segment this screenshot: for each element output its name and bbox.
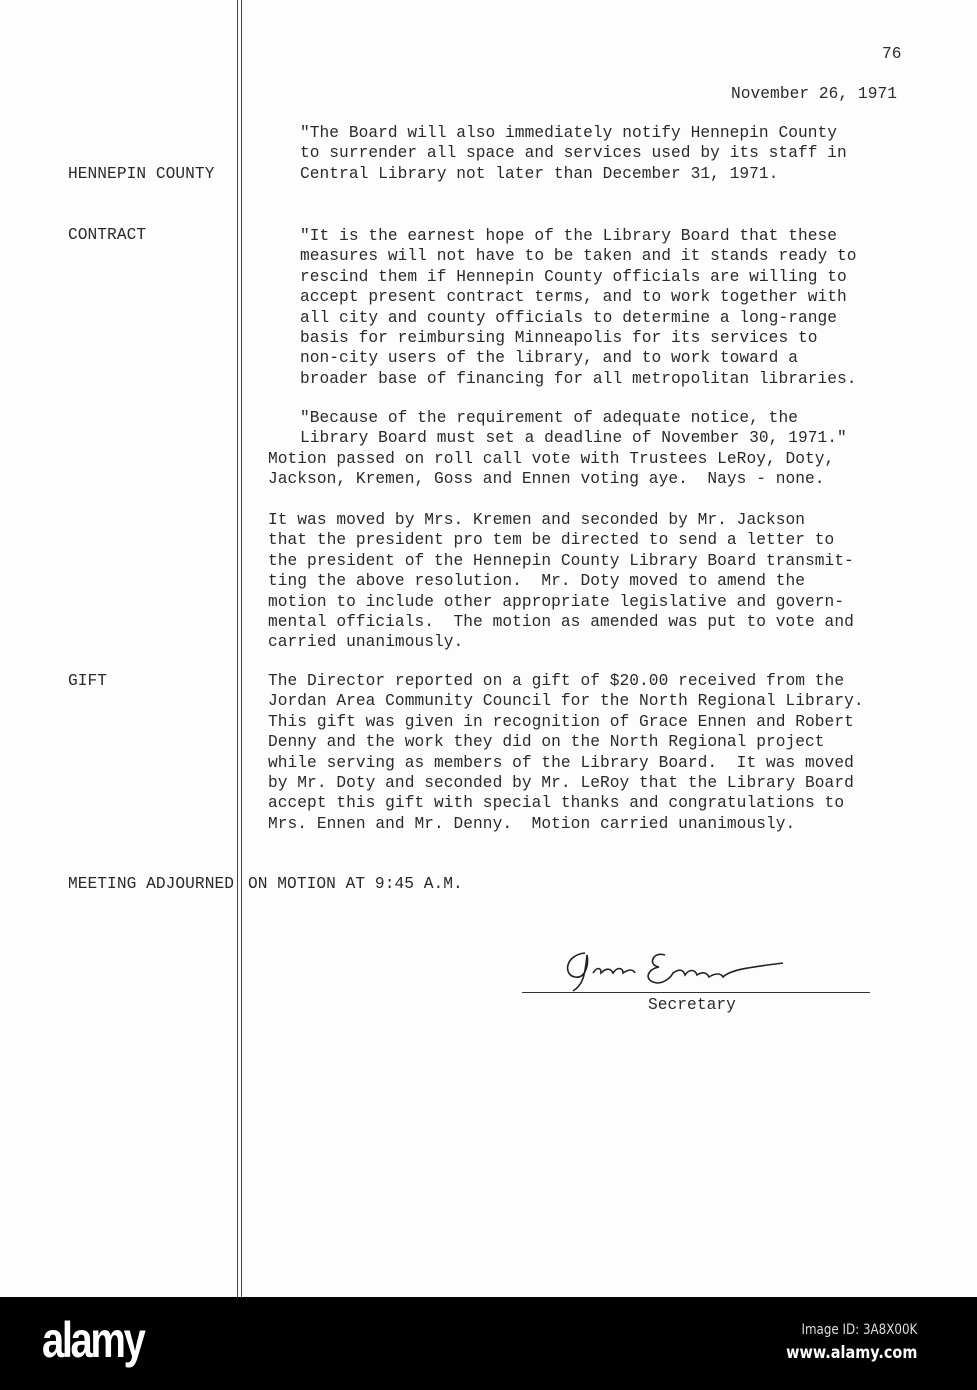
text-line: while serving as members of the Library Board. It was moved	[268, 753, 854, 772]
text-line: the president of the Hennepin County Library Board transmit-	[268, 551, 854, 570]
watermark-bar	[0, 1297, 977, 1390]
text-line: This gift was given in recognition of Grace Ennen and Robert	[268, 712, 854, 731]
text-line: that the president pro tem be directed to send a letter to	[268, 531, 835, 550]
text-line: Motion passed on roll call vote with Trustees LeRoy, Doty,	[268, 450, 835, 468]
alamy-logo: alamy	[42, 1312, 144, 1368]
text-line: motion to include other appropriate legislative and govern-	[268, 592, 845, 611]
meeting-date: November 26, 1971	[731, 85, 897, 103]
paragraph-motion-passed	[268, 449, 834, 490]
text-line: Denny and the work they did on the North Regional project	[268, 733, 825, 752]
text-line: to surrender all space and services used by its staff in	[300, 144, 847, 163]
image-id: Image ID: 3A8X00K	[801, 1322, 917, 1338]
text-line: Jordan Area Community Council for the North Regional Library.	[268, 692, 864, 711]
label-line: HENNEPIN COUNTY	[68, 164, 215, 183]
text-line: Central Library not later than December 31, 1971.	[300, 164, 779, 183]
text-line: accept this gift with special thanks and congratulations to	[268, 794, 845, 813]
text-line: accept present contract terms, and to work together with	[300, 288, 847, 307]
text-line: all city and county officials to determine a long-range	[300, 308, 838, 327]
paragraph-gift	[268, 671, 864, 834]
text-line: basis for reimbursing Minneapolis for its services to	[300, 329, 818, 348]
text-line: "The Board will also immediately notify Hennepin County	[300, 124, 838, 142]
margin-rule	[241, 0, 242, 1297]
handwritten-signature	[555, 945, 835, 995]
signature-line	[522, 992, 870, 993]
text-line: Library Board must set a deadline of November 30, 1971."	[300, 429, 847, 448]
text-line: by Mr. Doty and seconded by Mr. LeRoy that the Library Board	[268, 774, 854, 793]
paragraph-hope	[300, 226, 857, 389]
label-gift: GIFT	[68, 672, 108, 690]
text-line: It was moved by Mrs. Kremen and seconded by Mr. Jackson	[268, 511, 806, 529]
text-line: The Director reported on a gift of $20.00 received from the	[268, 672, 845, 690]
text-line: broader base of financing for all metropolitan libraries.	[300, 369, 857, 388]
label-line: CONTRACT	[68, 226, 147, 245]
text-line: measures will not have to be taken and it stands ready to	[300, 247, 857, 266]
signature-title: Secretary	[648, 996, 736, 1014]
adjourned-text: ON MOTION AT 9:45 A.M.	[248, 875, 463, 893]
paragraph-letter-motion	[268, 510, 854, 653]
text-line: "Because of the requirement of adequate notice, the	[300, 409, 798, 427]
watermark-url: www.alamy.com	[785, 1343, 917, 1363]
text-line: Mrs. Ennen and Mr. Denny. Motion carried unanimously.	[268, 814, 796, 833]
label-adjourned: MEETING ADJOURNED	[68, 875, 234, 893]
text-line: Jackson, Kremen, Goss and Ennen voting aye. Nays - none.	[268, 470, 825, 489]
paragraph-notify	[300, 123, 847, 184]
text-line: mental officials. The motion as amended was put to vote and	[268, 613, 854, 632]
text-line: ting the above resolution. Mr. Doty moved to amend the	[268, 572, 806, 591]
text-line: non-city users of the library, and to work toward a	[300, 349, 798, 368]
text-line: "It is the earnest hope of the Library Board that these	[300, 227, 838, 245]
paragraph-deadline	[300, 408, 847, 449]
margin-rule	[237, 0, 238, 1297]
text-line: carried unanimously.	[268, 633, 464, 652]
text-line: rescind them if Hennepin County officials are willing to	[300, 267, 847, 286]
label-hennepin-contract	[68, 123, 214, 286]
page-number: 76	[882, 45, 902, 63]
